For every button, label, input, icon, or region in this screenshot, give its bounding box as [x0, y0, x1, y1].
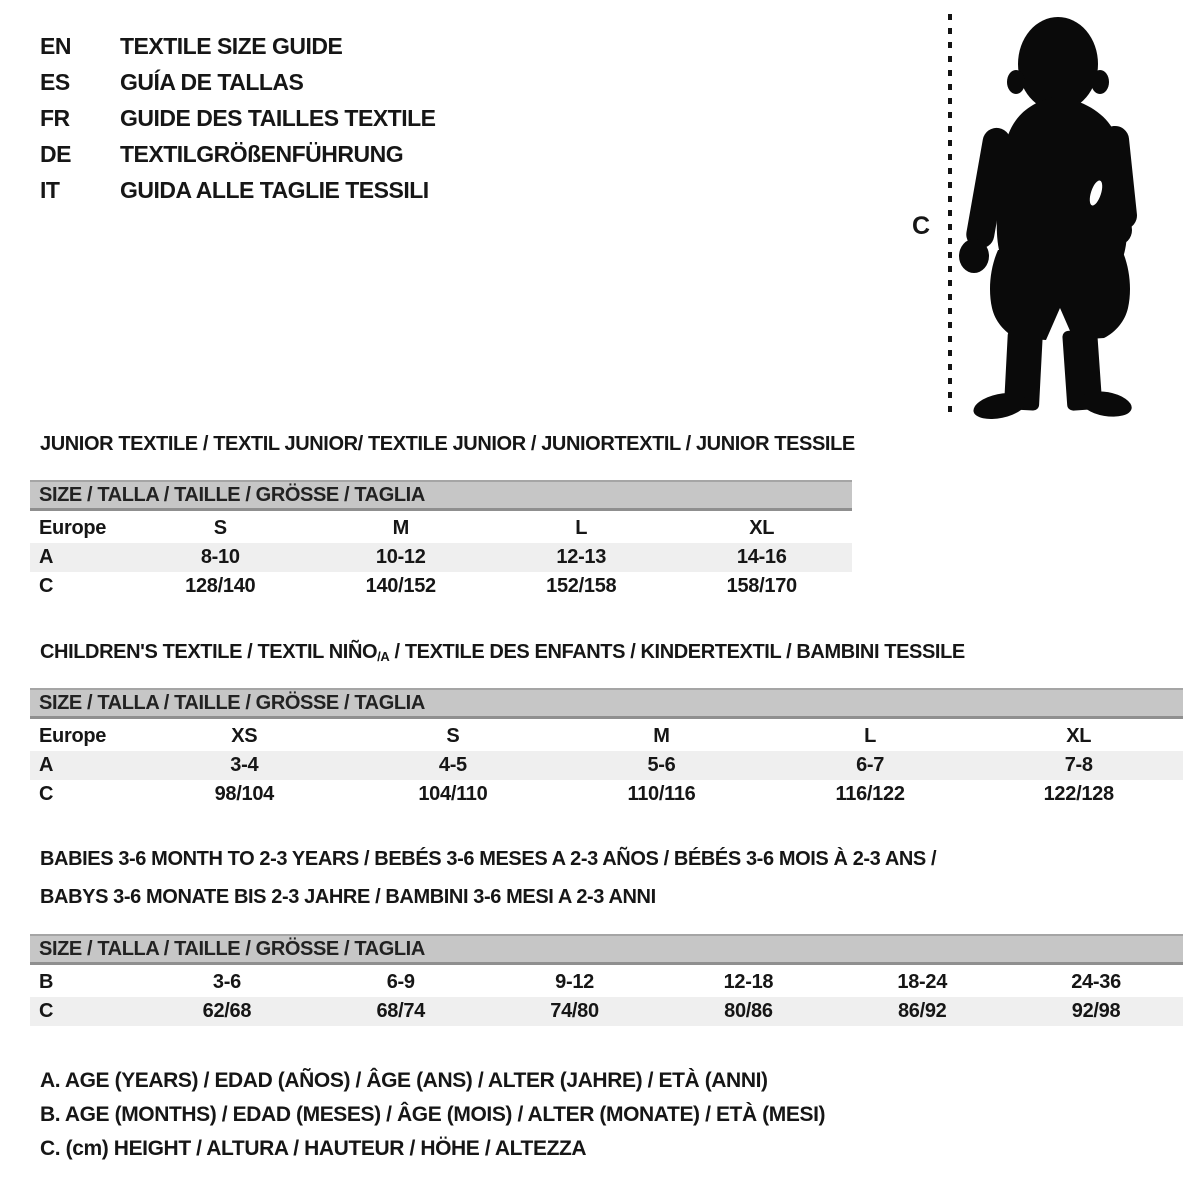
- size-table-babies: [30, 934, 1183, 1026]
- title-segment: CHILDREN'S TEXTILE / TEXTIL NIÑO: [40, 641, 378, 663]
- title-segment: / TEXTILE DES ENFANTS / KINDERTEXTIL / BAMBINI TESSILE: [389, 641, 965, 663]
- section-title-junior: [40, 425, 855, 463]
- title-segment: JUNIOR TEXTILE / TEXTIL JUNIOR/ TEXTILE JUNIOR / JUNIORTEXTIL / JUNIOR TESSILE: [40, 433, 855, 455]
- language-code: FR: [40, 104, 70, 131]
- cell-value: 8-10: [200, 546, 240, 568]
- language-row-it: [40, 172, 436, 208]
- language-row-es: [40, 64, 436, 100]
- cell-value: 18-24: [897, 971, 948, 993]
- cell-value: 3-6: [212, 971, 241, 993]
- cell-value: 7-8: [1064, 754, 1093, 776]
- table-rows: [30, 968, 1183, 1026]
- cell-value: 10-12: [375, 546, 426, 568]
- measure-label-c: C: [912, 212, 931, 240]
- cell-value: 3-4: [230, 754, 259, 776]
- table-row-europe: [30, 722, 1183, 751]
- language-title: TEXTILE SIZE GUIDE: [120, 32, 343, 59]
- legend-line-b: B. AGE (MONTHS) / EDAD (MESES) / ÂGE (MOIS) / ALTER (MONATE) / ETÀ (MESI): [40, 1103, 826, 1126]
- cell-value: 62/68: [202, 1000, 252, 1022]
- cell-value: L: [864, 725, 877, 747]
- cell-value: 104/110: [418, 783, 488, 805]
- table-rows: [30, 514, 852, 601]
- row-label: A: [39, 546, 54, 568]
- toddler-figure: [900, 8, 1160, 420]
- cell-value: 80/86: [724, 1000, 773, 1022]
- cell-value: 6-7: [856, 754, 885, 776]
- row-label: C: [39, 783, 54, 805]
- title-segment: BABYS 3-6 MONATE BIS 2-3 JAHRE / BAMBINI 3-6 MESI A 2-3 ANNI: [40, 886, 656, 908]
- language-row-de: [40, 136, 436, 172]
- row-label: C: [39, 1000, 54, 1022]
- cell-value: 92/98: [1071, 1000, 1121, 1022]
- language-code: IT: [40, 176, 60, 203]
- table-row-a: [30, 751, 1183, 780]
- cell-value: XS: [231, 725, 258, 747]
- row-label: A: [39, 754, 54, 776]
- size-table-children: [30, 688, 1183, 809]
- cell-value: 140/152: [365, 575, 436, 597]
- cell-value: 116/122: [835, 783, 905, 805]
- cell-value: 158/170: [726, 575, 797, 597]
- cell-value: 110/116: [627, 783, 696, 805]
- row-label: B: [39, 971, 54, 993]
- cell-value: S: [446, 725, 460, 747]
- row-label: Europe: [39, 725, 107, 747]
- language-title: TEXTILGRÖßENFÜHRUNG: [120, 140, 404, 167]
- language-code: DE: [40, 140, 71, 167]
- row-label: Europe: [39, 517, 107, 539]
- language-title: GUÍA DE TALLAS: [120, 68, 304, 95]
- table-row-a: [30, 543, 852, 572]
- cell-value: 122/128: [1043, 783, 1114, 805]
- table-row-europe: [30, 514, 852, 543]
- section-title-babies: [40, 840, 936, 916]
- language-list: [40, 28, 436, 208]
- section-title-line: [40, 878, 936, 916]
- section-title-children: [40, 633, 965, 676]
- cell-value: 152/158: [546, 575, 617, 597]
- cell-value: 74/80: [550, 1000, 599, 1022]
- size-header-bar: SIZE / TALLA / TAILLE / GRÖSSE / TAGLIA: [30, 934, 1183, 965]
- cell-value: XL: [1066, 725, 1092, 747]
- cell-value: 6-9: [386, 971, 415, 993]
- table-row-c: [30, 997, 1183, 1026]
- row-label: C: [39, 575, 54, 597]
- legend-line-c: C. (cm) HEIGHT / ALTURA / HAUTEUR / HÖHE / ALTEZZA: [40, 1137, 587, 1160]
- cell-value: 98/104: [214, 783, 274, 805]
- cell-value: 4-5: [438, 754, 467, 776]
- size-table-junior: [30, 480, 852, 601]
- section-title-line: [40, 840, 936, 878]
- language-code: ES: [40, 68, 70, 95]
- title-segment: /A: [377, 649, 390, 664]
- legend-line-a: A. AGE (YEARS) / EDAD (AÑOS) / ÂGE (ANS) / ALTER (JAHRE) / ETÀ (ANNI): [40, 1069, 768, 1092]
- cell-value: 68/74: [376, 1000, 426, 1022]
- size-header-bar: SIZE / TALLA / TAILLE / GRÖSSE / TAGLIA: [30, 688, 1183, 719]
- cell-value: 24-36: [1071, 971, 1121, 993]
- cell-value: M: [653, 725, 670, 747]
- cell-value: 12-18: [723, 971, 774, 993]
- cell-value: L: [575, 517, 588, 539]
- toddler-silhouette-icon: [959, 17, 1138, 420]
- table-rows: [30, 722, 1183, 809]
- table-row-b: [30, 968, 1183, 997]
- title-segment: BABIES 3-6 MONTH TO 2-3 YEARS / BEBÉS 3-6 MESES A 2-3 AÑOS / BÉBÉS 3-6 MOIS À 2-3 ANS /: [40, 848, 937, 870]
- language-row-en: [40, 28, 436, 64]
- table-row-c: [30, 572, 852, 601]
- cell-value: S: [213, 517, 227, 539]
- section-title-line: [40, 633, 965, 676]
- cell-value: XL: [749, 517, 775, 539]
- cell-value: 128/140: [185, 575, 256, 597]
- section-title-line: [40, 425, 855, 463]
- cell-value: M: [392, 517, 409, 539]
- cell-value: 14-16: [736, 546, 787, 568]
- language-code: EN: [40, 32, 71, 59]
- language-title: GUIDE DES TAILLES TEXTILE: [120, 104, 436, 131]
- language-title: GUIDA ALLE TAGLIE TESSILI: [120, 176, 429, 203]
- size-header-bar: SIZE / TALLA / TAILLE / GRÖSSE / TAGLIA: [30, 480, 852, 511]
- legend: [40, 1064, 825, 1166]
- language-row-fr: [40, 100, 436, 136]
- cell-value: 12-13: [556, 546, 607, 568]
- cell-value: 5-6: [647, 754, 676, 776]
- cell-value: 9-12: [555, 971, 594, 993]
- table-row-c: [30, 780, 1183, 809]
- cell-value: 86/92: [897, 1000, 947, 1022]
